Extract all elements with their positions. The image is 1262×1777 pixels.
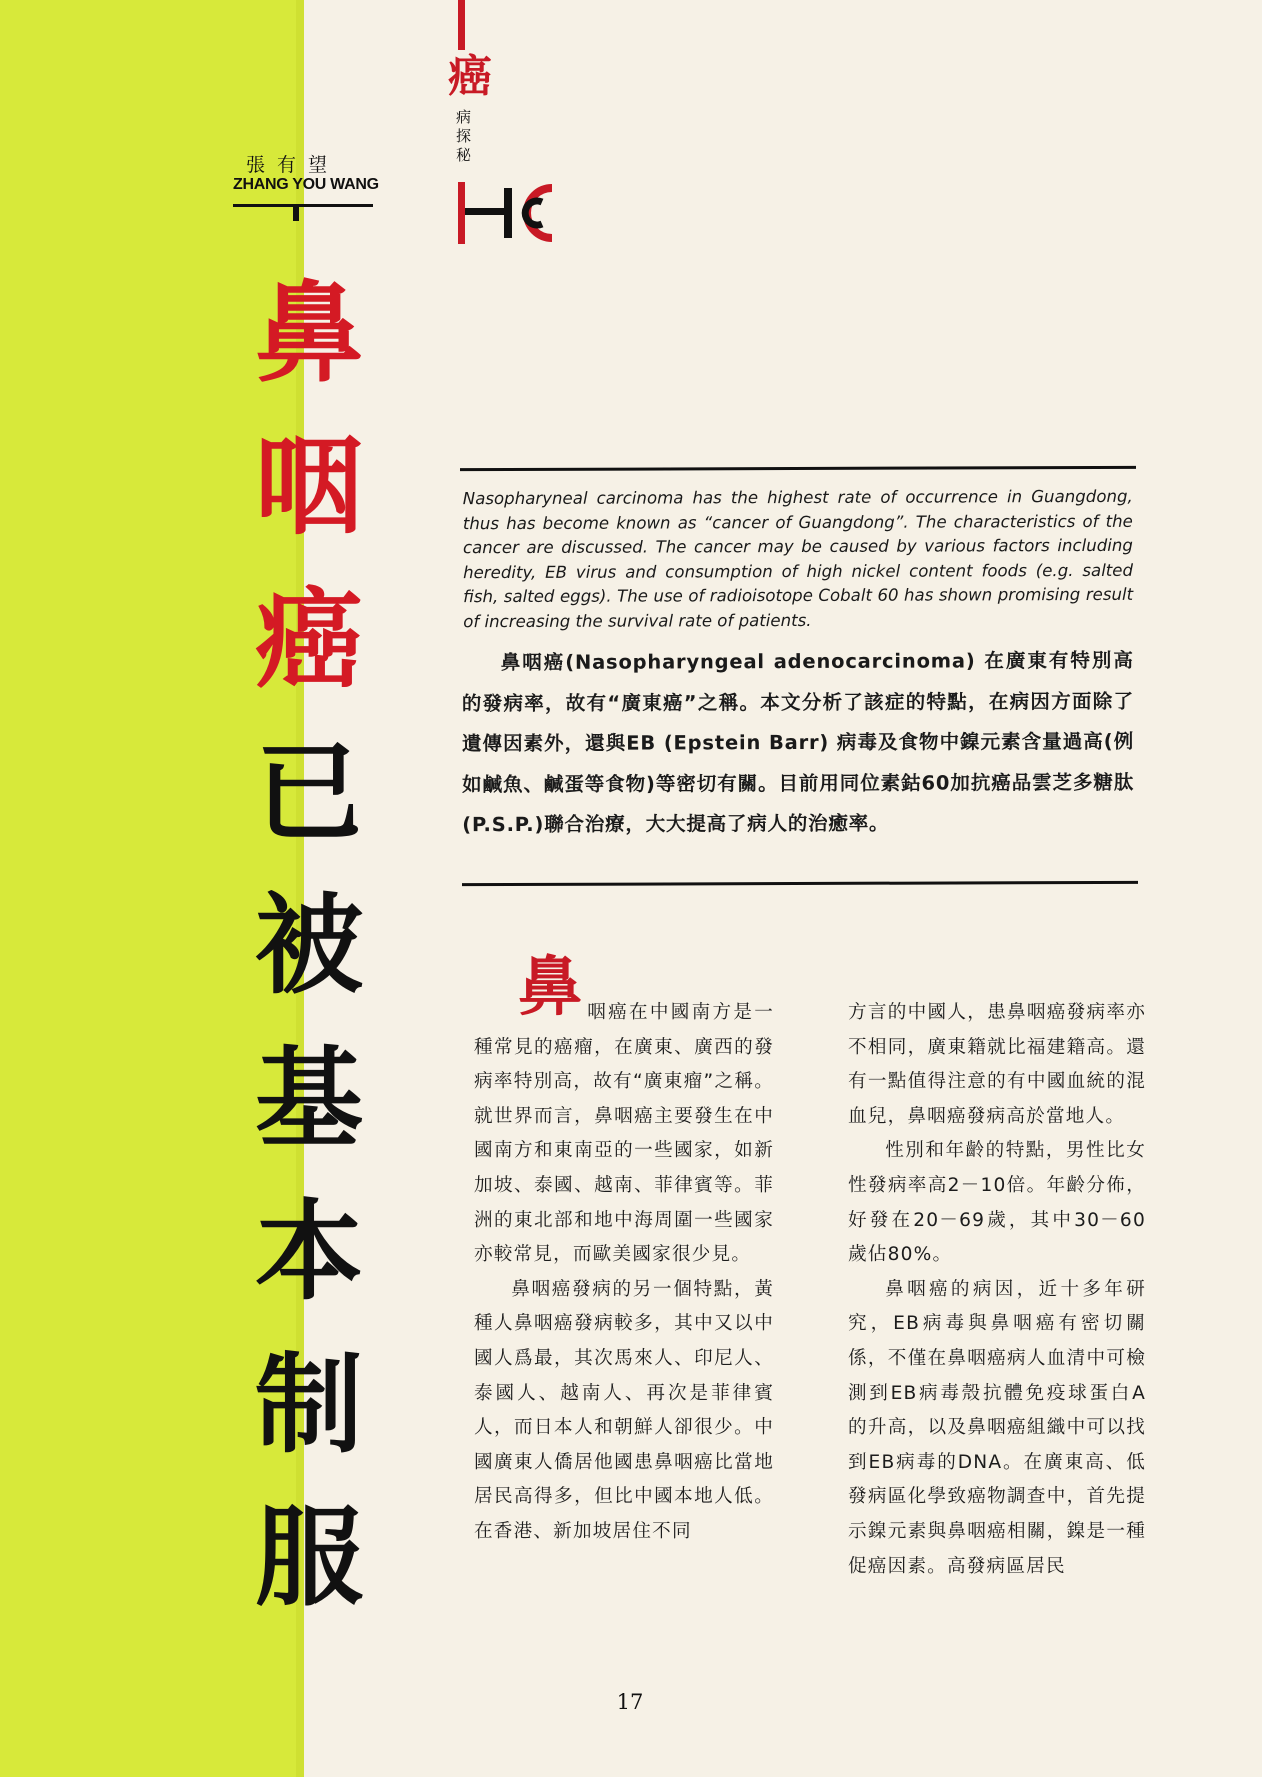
abstract-english: Nasopharyneal carcinoma has the highest rate of occurrence in Guangdong, thus has become known as “cancer of Guangdong”. The characteristics of the cancer are discussed. The cancer may be caused by various factors including heredity, EB virus and consumption of high nickel content foods (e.g. salted fish, salted eggs). The use of radioisotope Cobalt 60 has shown promising result of increasing the survival rate of patients. xyxy=(462,486,1134,631)
body-column-1 xyxy=(474,951,774,1550)
column-logo-bar xyxy=(458,0,465,50)
page-number: 17 xyxy=(616,1690,644,1714)
title-char: 被 xyxy=(254,884,363,1009)
column-logo-char: 癌 xyxy=(448,51,492,102)
abstract-rule-bottom xyxy=(462,881,1138,886)
abstract-chinese: 鼻咽癌(Nasopharyngeal adenocarcinoma) 在廣東有特別高的發病率，故有“廣東癌”之稱。本文分析了該症的特點，在病因方面除了遺傳因素外，還與EB (Epstein Barr) 病毒及食物中鎳元素含量過高(例如鹹魚、鹹蛋等食物)等密切有關。目前用同位素鈷60加抗癌品雲芝多糖肽(P.S.P.)聯合治療，大大提高了病人的治癒率。 xyxy=(461,648,1135,837)
title-char: 鼻 xyxy=(254,272,363,397)
body-paragraph xyxy=(474,951,774,1273)
article-title xyxy=(244,258,374,1635)
author-name-english: ZHANG YOU WANG xyxy=(233,176,379,193)
title-char: 服 xyxy=(254,1496,363,1621)
title-char: 已 xyxy=(254,731,363,856)
body-paragraph-text: 咽癌在中國南方是一種常見的癌瘤，在廣東、廣西的發病率特別高，故有“廣東瘤”之稱。就世界而言，鼻咽癌主要發生在中國南方和東南亞的一些國家，如新加坡、泰國、越南、菲律賓等。菲洲的東北部和地中海周圍一些國家亦較常見，而歐美國家很少見。 xyxy=(474,1002,774,1266)
title-char: 基 xyxy=(254,1037,363,1162)
abstract-rule-top xyxy=(460,466,1136,471)
title-char: 本 xyxy=(254,1190,363,1315)
drop-cap: 鼻 xyxy=(518,951,584,1025)
title-char: 癌 xyxy=(254,578,363,703)
column-logo-mark-icon xyxy=(454,182,594,248)
body-paragraph: 鼻咽癌發病的另一個特點，黃種人鼻咽癌發病較多，其中又以中國人爲最，其次馬來人、印尼人、泰國人、越南人、再次是菲律賓人，而日本人和朝鮮人卻很少。中國廣東人僑居他國患鼻咽癌比當地居民高得多，但比中國本地人低。在香港、新加坡居住不同 xyxy=(474,1278,774,1542)
body-paragraph: 方言的中國人，患鼻咽癌發病率亦不相同，廣東籍就比福建籍高。還有一點值得注意的有中國血統的混血兒，鼻咽癌發病高於當地人。 xyxy=(848,1002,1146,1127)
body-paragraph: 性別和年齡的特點，男性比女性發病率高2－10倍。年齡分佈，好發在20－69歲，其中30－60歲佔80%。 xyxy=(848,1140,1146,1266)
column-logo-subtitle: 病探秘 xyxy=(456,108,472,164)
body-paragraph: 鼻咽癌的病因，近十多年研究，EB病毒與鼻咽癌有密切關係，不僅在鼻咽癌病人血清中可檢測到EB病毒殼抗體免疫球蛋白A的升高，以及鼻咽癌組織中可以找到EB病毒的DNA。在廣東高、低發病區化學致癌物調查中，首先提示鎳元素與鼻咽癌相關，鎳是一種促癌因素。高發病區居民 xyxy=(848,1278,1146,1577)
author-name-chinese: 張有望 xyxy=(246,154,340,176)
author-divider xyxy=(233,204,373,207)
body-column-2 xyxy=(848,996,1146,1584)
title-char: 咽 xyxy=(254,425,363,550)
title-char: 制 xyxy=(254,1343,363,1468)
author-divider-tick xyxy=(293,207,299,221)
